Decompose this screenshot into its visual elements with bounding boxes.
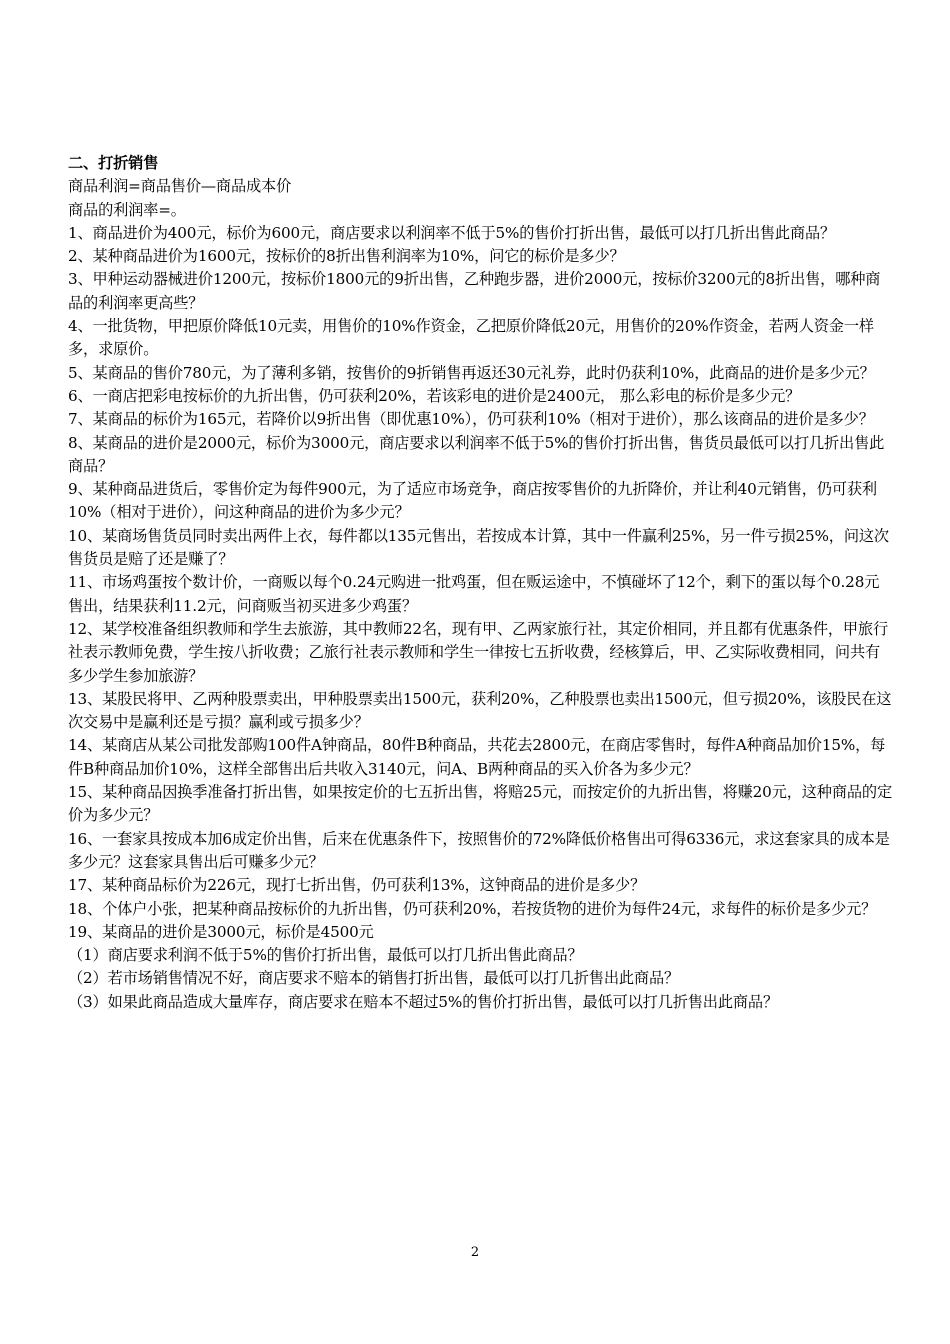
problem-5: 5、某商品的售价780元，为了薄利多销，按售价的9折销售再返还30元礼券，此时仍获利10%，此商品的进价是多少元？ xyxy=(68,363,875,382)
problem-10: 10、某商场售货员同时卖出两件上衣，每件都以135元售出，若按成本计算，其中一件赢利25%，另一件亏损25%，问这次售货员是赔了还是赚了？ xyxy=(68,526,889,569)
problem-16: 16、一套家具按成本加6成定价出售，后来在优惠条件下，按照售价的72%降低价格售出可得6336元，求这套家具的成本是多少元？这套家具售出后可赚多少元？ xyxy=(68,829,890,871)
page-number: 2 xyxy=(470,1245,480,1260)
subquestion-1: （1）商店要求利润不低于5%的售价打折出售，最低可以打几折出售此商品？ xyxy=(68,946,583,965)
problem-15: 15、某种商品因换季准备打折出售，如果按定价的七五折出售，将赔25元，而按定价的九折出售，将赚20元，这种商品的定价为多少元？ xyxy=(68,783,892,825)
problem-3: 3、甲种运动器械进价1200元，按标价1800元的9折出售，乙种跑步器，进价2000元，按标价3200元的8折出售，哪种商品的利润率更高些？ xyxy=(68,270,881,312)
problem-19: 19、某商品的进价是3000元，标价是4500元 xyxy=(68,922,374,941)
problem-17: 17、某种商品标价为226元，现打七折出售，仍可获利13%，这钟商品的进价是多少？ xyxy=(68,876,646,895)
problem-8: 8、某商品的进价是2000元，标价为3000元，商店要求以利润率不低于5%的售价打折出售，售货员最低可以打几折出售此商品？ xyxy=(68,433,885,475)
problem-14: 14、某商店从某公司批发部购100件A钟商品，80件B种商品，共花去2800元，在商店零售时，每件A种商品加价15%，每件B种商品加价10%，这样全部售出后共收入3140元，问A、B两种商品的买入价各为多少元？ xyxy=(68,736,886,778)
problem-13: 13、某股民将甲、乙两种股票卖出，甲种股票卖出1500元，获利20%，乙种股票也卖出1500元，但亏损20%，该股民在这次交易中是赢利还是亏损？赢利或亏损多少？ xyxy=(68,689,892,732)
problem-1: 1、商品进价为400元，标价为600元，商店要求以利润率不低于5%的售价打折出售，最低可以打几折出售此商品？ xyxy=(68,223,836,242)
formula-profit-rate: 商品的利润率=。 xyxy=(68,200,186,219)
formula-profit: 商品利润=商品售价—商品成本价 xyxy=(68,177,292,196)
problem-12: 12、某学校准备组织教师和学生去旅游，其中教师22名，现有甲、乙两家旅行社，其定价相同，并且都有优惠条件，甲旅行社表示教师免费，学生按八折收费；乙旅行社表示教师和学生一律按七五折收费，经核算后，甲、乙实际收费相同，问共有多少学生参加旅游？ xyxy=(68,619,889,685)
problem-11: 11、市场鸡蛋按个数计价，一商贩以每个0.24元购进一批鸡蛋，但在贩运途中，不慎碰坏了12个，剩下的蛋以每个0.28元售出，结果获利11.2元，问商贩当初买进多少鸡蛋？ xyxy=(68,573,880,615)
document-content xyxy=(68,152,894,1014)
subquestion-3: （3）如果此商品造成大量库存，商店要求在赔本不超过5%的售价打折出售，最低可以打几折售出此商品？ xyxy=(68,992,778,1011)
problem-7: 7、某商品的标价为165元，若降价以9折出售（即优惠10%），仍可获利10%（相对于进价），那么该商品的进价是多少？ xyxy=(68,410,874,429)
problem-9: 9、某种商品进货后，零售价定为每件900元，为了适应市场竞争，商店按零售价的九折降价，并让利40元销售，仍可获利10%（相对于进价），问这种商品的进价为多少元？ xyxy=(68,480,877,522)
section-title: 二、打折销售 xyxy=(68,154,159,172)
problem-6: 6、一商店把彩电按标价的九折出售，仍可获利20%，若该彩电的进价是2400元， 那么彩电的标价是多少元？ xyxy=(68,386,801,405)
problem-18: 18、个体户小张，把某种商品按标价的九折出售，仍可获利20%，若按货物的进价为每件24元，求每件的标价是多少元？ xyxy=(68,899,877,918)
problem-2: 2、某种商品进价为1600元，按标价的8折出售利润率为10%，问它的标价是多少？ xyxy=(68,247,625,266)
problem-4: 4、一批货物，甲把原价降低10元卖，用售价的10%作资金，乙把原价降低20元，用售价的20%作资金，若两人资金一样多，求原价。 xyxy=(68,317,874,359)
subquestion-2: （2）若市场销售情况不好，商店要求不赔本的销售打折出售，最低可以打几折售出此商品？ xyxy=(68,969,680,988)
